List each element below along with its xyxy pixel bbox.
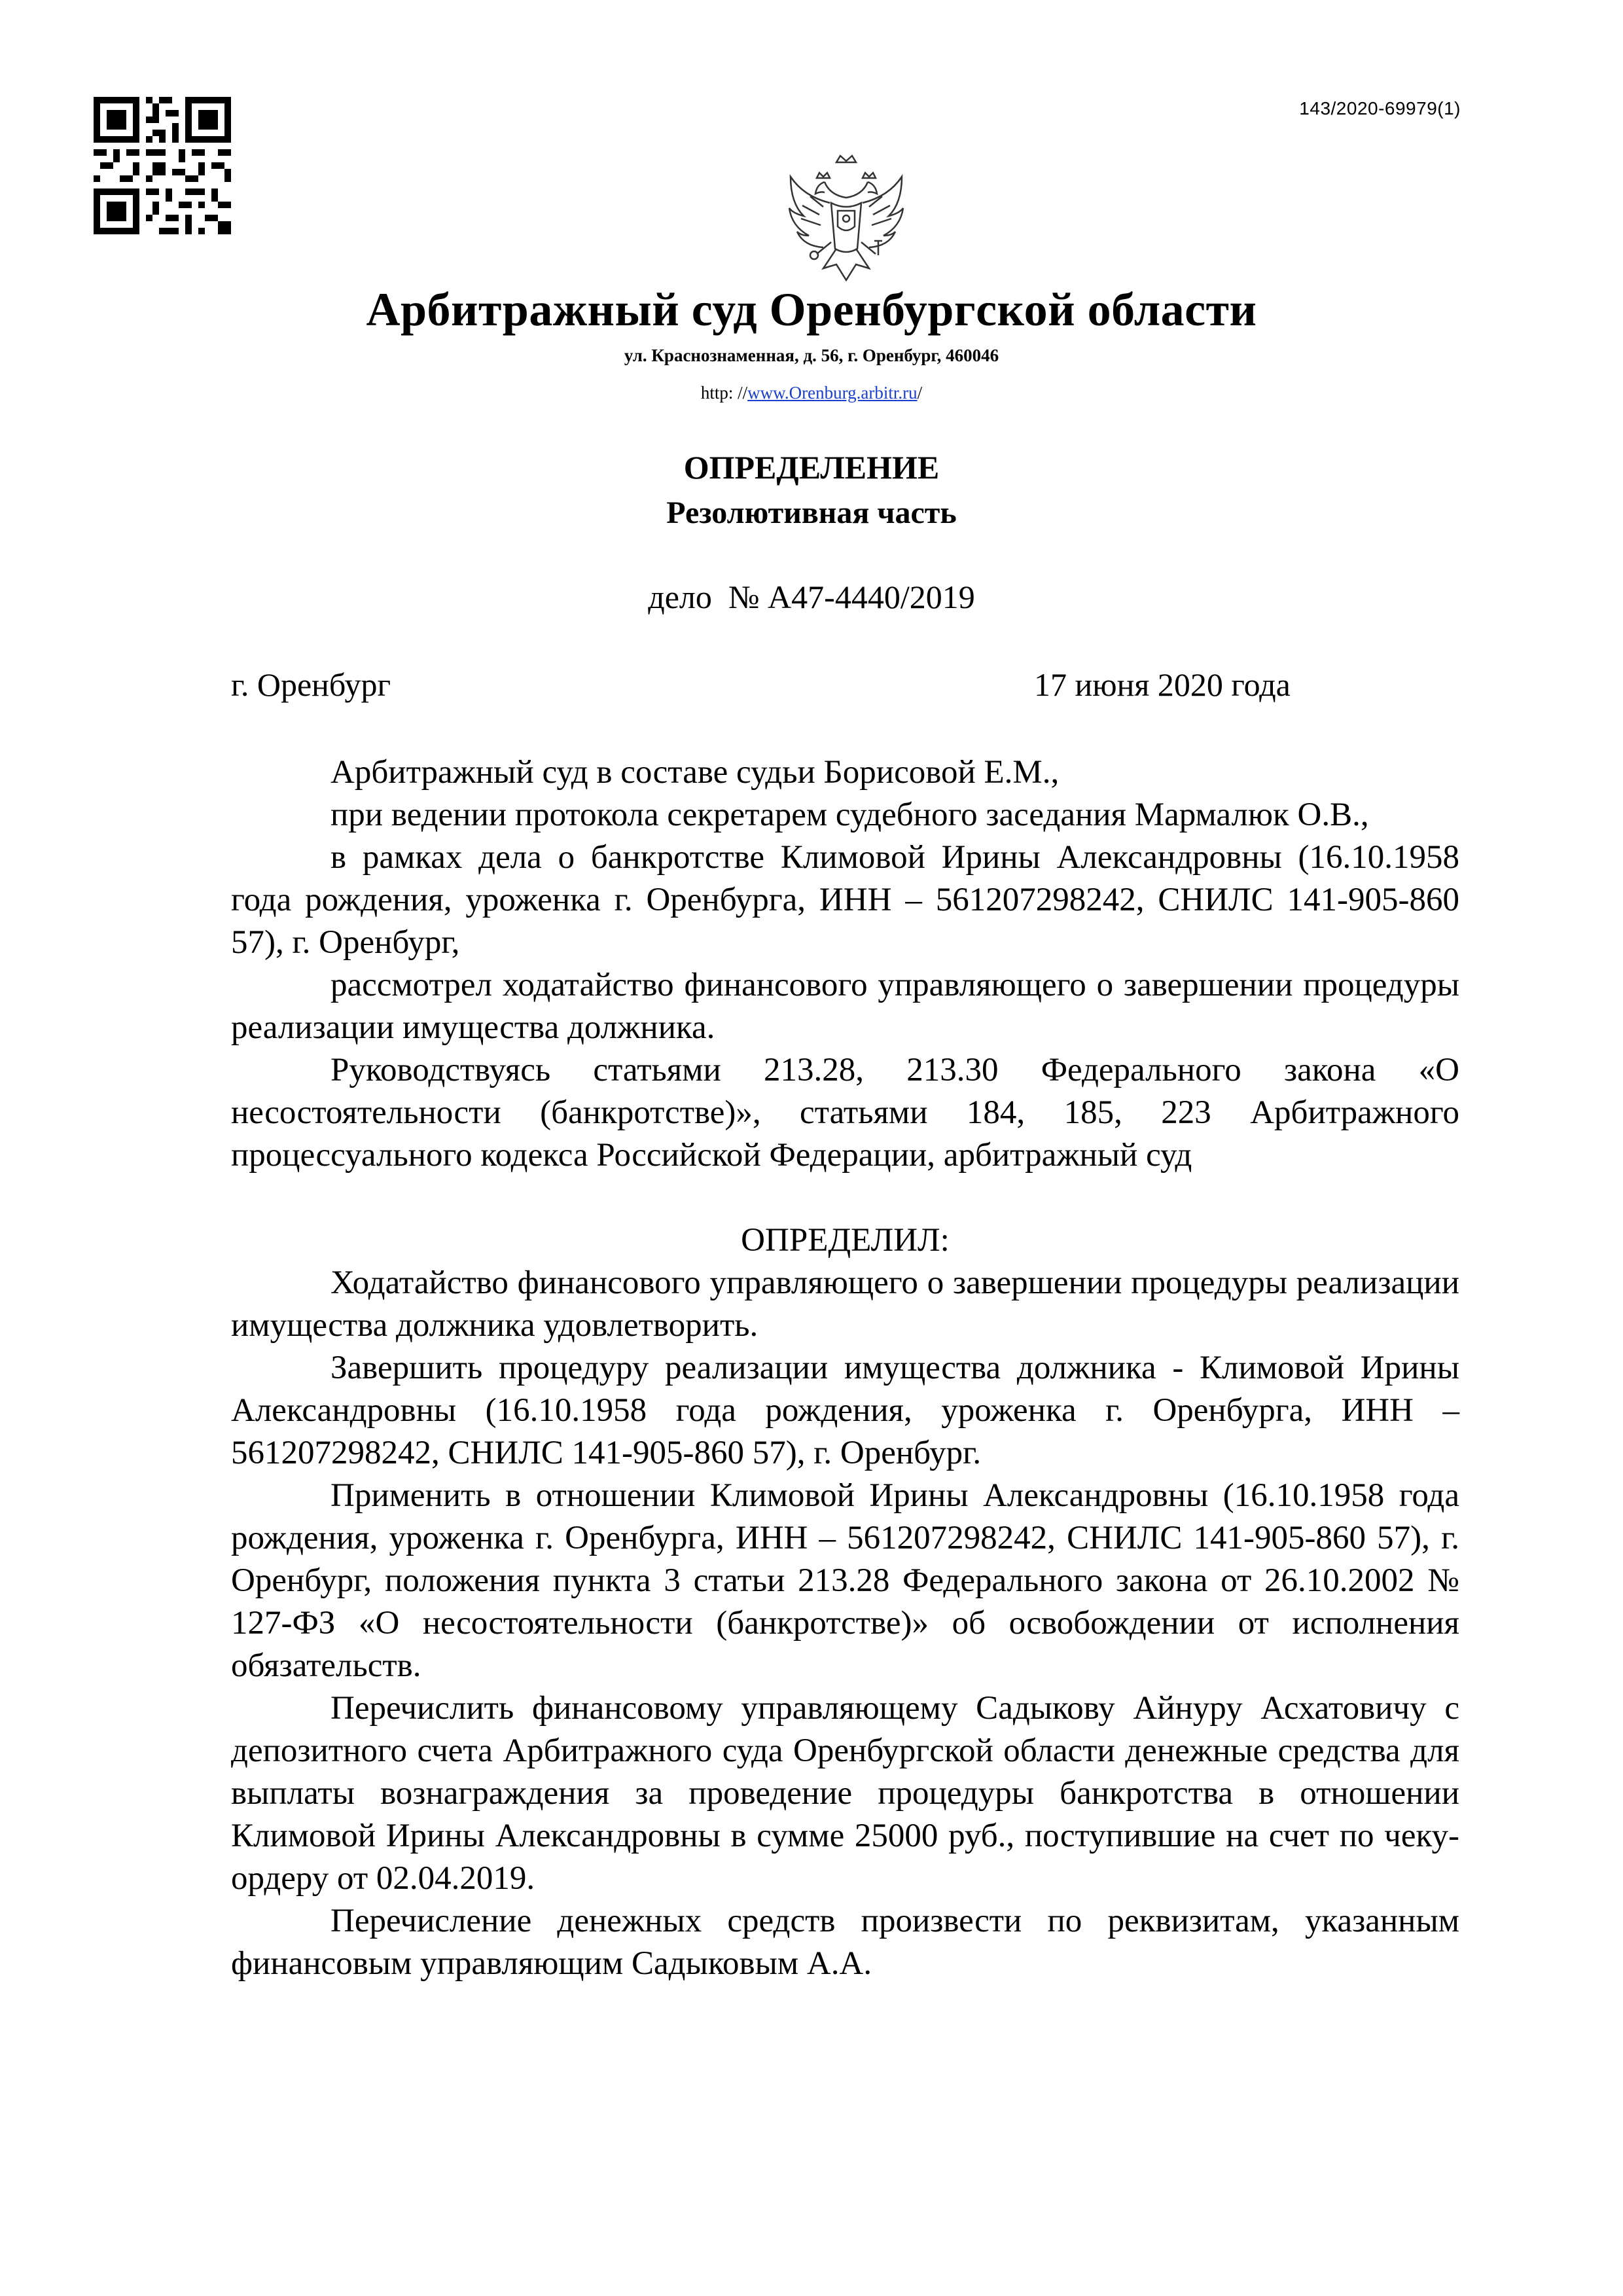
- paragraph-judge: Арбитражный суд в составе судьи Борисовой Е.М.,: [330, 754, 1060, 791]
- paragraph-considered: рассмотрел ходатайство финансового управляющего о завершении процедуры реализации имущества должника.: [231, 967, 1459, 1046]
- decision-item-4: Перечислить финансовому управляющему Садыкову Айнуру Асхатовичу с депозитного счета Арбитражного суда Оренбургской области денежные средства для выплаты вознаграждения за проведение процедуры банкротства в отношении Климовой Ирины Александровны в сумме 25000 руб., поступившие на счет по чеку-ордеру от 02.04.2019.: [231, 1690, 1459, 1897]
- city: г. Оренбург: [231, 666, 391, 703]
- paragraph-legal-basis: Руководствуясь статьями 213.28, 213.30 Федерального закона «О несостоятельности (банкротстве)», статьями 184, 185, 223 Арбитражного процессуального кодекса Российской Федерации, арбитражный суд: [231, 1052, 1459, 1174]
- case-number: дело № А47-4440/2019: [648, 579, 975, 615]
- document-body: [231, 751, 1459, 1985]
- document-subtitle: Резолютивная часть: [666, 495, 957, 530]
- site-prefix: http: //: [700, 383, 748, 403]
- court-address: ул. Краснознаменная, д. 56, г. Оренбург, 460046: [624, 346, 999, 365]
- paragraph-secretary: при ведении протокола секретарем судебного заседания Мармалюк О.В.,: [330, 797, 1369, 833]
- coat-of-arms-icon: [784, 151, 908, 288]
- decision-heading: ОПРЕДЕЛИЛ:: [741, 1222, 950, 1259]
- paragraph-case: в рамках дела о банкротстве Климовой Ирины Александровны (16.10.1958 года рождения, уроженка г. Оренбурга, ИНН – 561207298242, СНИЛС 141-905-860 57), г. Оренбург,: [231, 839, 1459, 961]
- court-name: Арбитражный суд Оренбургской области: [366, 283, 1257, 336]
- decision-date: 17 июня 2020 года: [1034, 666, 1291, 703]
- court-website: [0, 383, 1623, 403]
- site-suffix: /: [917, 383, 923, 403]
- decision-item-1: Ходатайство финансового управляющего о завершении процедуры реализации имущества должника удовлетворить.: [231, 1265, 1459, 1344]
- decision-item-3: Применить в отношении Климовой Ирины Александровны (16.10.1958 года рождения, уроженка г. Оренбурга, ИНН – 561207298242, СНИЛС 141-905-860 57), г. Оренбург, положения пункта 3 статьи 213.28 Федерального закона от 26.10.2002 № 127-ФЗ «О несостоятельности (банкротстве)» об освобождении от исполнения обязательств.: [231, 1477, 1459, 1684]
- decision-item-2: Завершить процедуру реализации имущества должника - Климовой Ирины Александровны (16.10.1958 года рождения, уроженка г. Оренбурга, ИНН – 561207298242, СНИЛС 141-905-860 57), г. Оренбург.: [231, 1350, 1459, 1471]
- document-title: ОПРЕДЕЛЕНИЕ: [683, 449, 940, 486]
- court-website-link[interactable]: www.Orenburg.arbitr.ru: [747, 383, 918, 403]
- qr-code-icon: [94, 97, 231, 234]
- document-code: 143/2020-69979(1): [1299, 98, 1461, 118]
- decision-item-5: Перечисление денежных средств произвести по реквизитам, указанным финансовым управляющим Садыковым А.А.: [231, 1903, 1459, 1982]
